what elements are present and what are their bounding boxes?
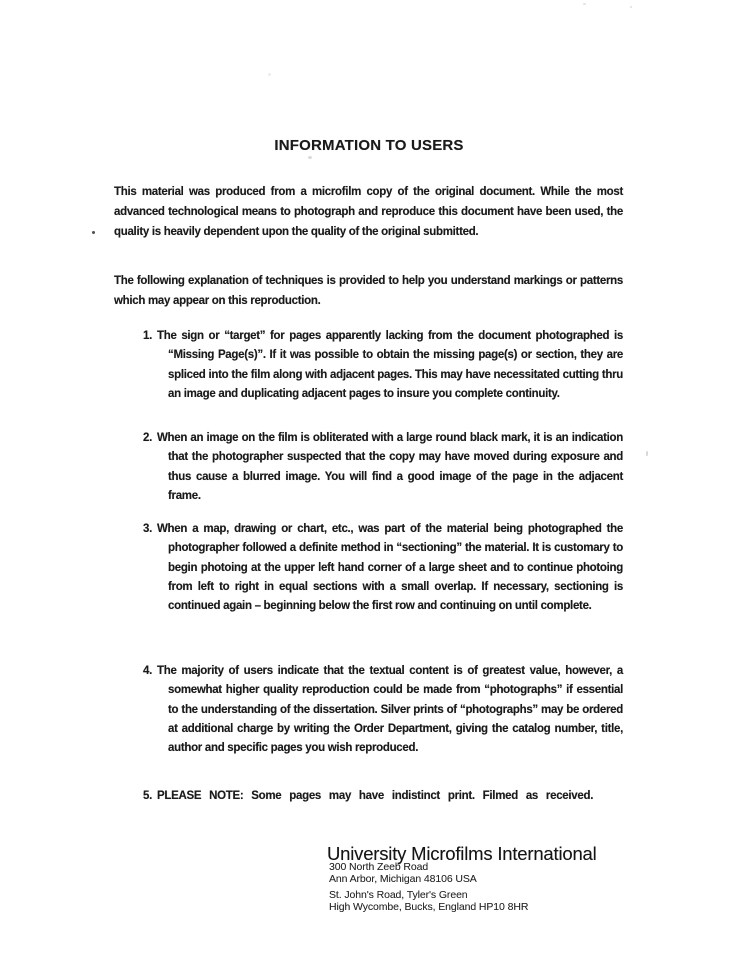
list-item-1-number: 1. <box>143 330 152 342</box>
list-item-4 <box>143 662 623 758</box>
list-item-1 <box>143 327 623 404</box>
publisher-address-us-line-1: 300 North Zeeb Road <box>329 861 429 873</box>
list-item-5 <box>143 787 623 806</box>
publisher-address-uk <box>329 889 528 913</box>
list-item-2-text: When an image on the film is obliterated with a large round black mark, it is an indication that the photographer suspected that the copy may have moved during exposure and thus cause a blurred image. You will find a good image of the page in the adjacent frame. <box>157 432 623 502</box>
scan-speck <box>583 3 586 5</box>
scan-speck <box>308 156 312 159</box>
list-item-2 <box>143 429 623 506</box>
intro-paragraph: This material was produced from a microfilm copy of the original document. While the most advanced technological means to photograph and reproduce this document have been used, the quality is heavily dependent upon the quality of the original submitted. <box>114 186 623 238</box>
explanation-paragraph: The following explanation of techniques is provided to help you understand markings or patterns which may appear on this reproduction. <box>114 275 623 307</box>
list-item-1-text: The sign or “target” for pages apparently lacking from the document photographed is “Missing Page(s)”. If it was possible to obtain the missing page(s) or section, they are spliced into the film along with adjacent pages. This may have necessitated cutting thru an image and duplicating adjacent pages to insure you complete continuity. <box>157 330 623 400</box>
list-item-3-number: 3. <box>143 523 152 535</box>
list-item-3 <box>143 520 623 616</box>
list-item-2-number: 2. <box>143 432 152 444</box>
scan-speck <box>646 451 648 456</box>
publisher-address-uk-line-1: St. John's Road, Tyler's Green <box>329 889 468 901</box>
page-title: INFORMATION TO USERS <box>274 137 464 155</box>
list-item-5-number: 5. <box>143 790 152 802</box>
publisher-address-uk-line-2: High Wycombe, Bucks, England HP10 8HR <box>329 901 529 913</box>
list-item-4-text: The majority of users indicate that the textual content is of greatest value, however, a somewhat higher quality reproduction could be made from “photographs” if essential to the understanding of the dissertation. Silver prints of “photographs” may be ordered at additional charge by writing the Order Department, giving the catalog number, title, author and specific pages you wish reproduced. <box>157 665 623 755</box>
publisher-address-us-line-2: Ann Arbor, Michigan 48106 USA <box>329 873 477 885</box>
publisher-address-us <box>329 861 477 885</box>
list-item-4-number: 4. <box>143 665 152 677</box>
list-item-3-text: When a map, drawing or chart, etc., was part of the material being photographed the photographer followed a definite method in “sectioning” the material. It is customary to begin photoing at the upper left hand corner of a large sheet and to continue photoing from left to right in equal sections with a small overlap. If necessary, sectioning is continued again – beginning below the first row and continuing on until complete. <box>157 523 623 613</box>
scan-speck <box>630 6 632 8</box>
scan-speck <box>268 73 271 76</box>
scan-speck <box>92 231 95 234</box>
publisher-name: University Microfilms International <box>327 843 597 864</box>
list-item-5-text: PLEASE NOTE: Some pages may have indistinct print. Filmed as received. <box>157 790 594 802</box>
